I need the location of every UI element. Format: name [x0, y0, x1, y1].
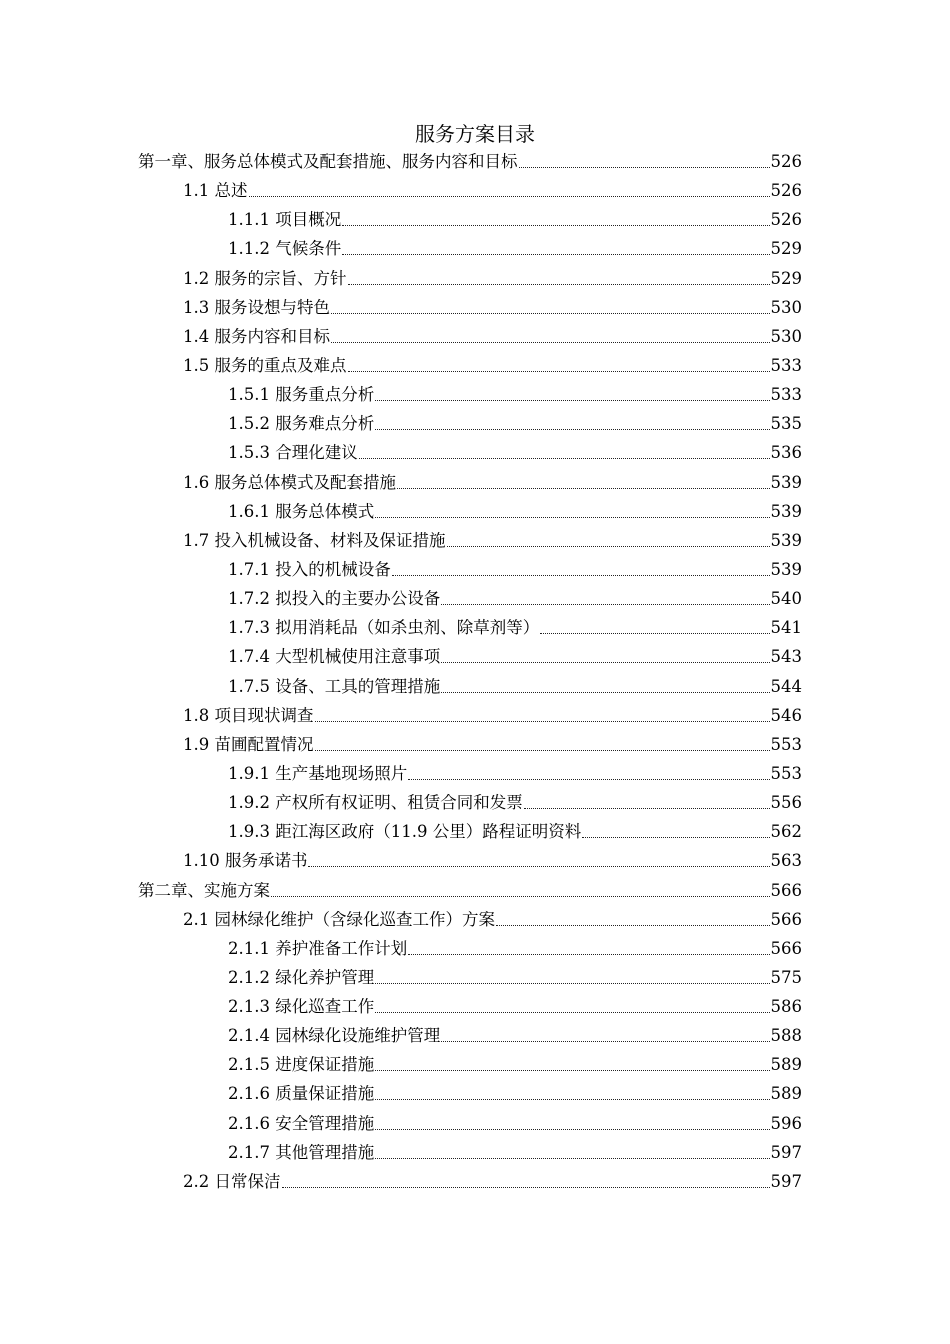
toc-entry[interactable] — [228, 406, 802, 435]
toc-entry-title: 1.5.2 服务难点分析 — [228, 414, 375, 434]
toc-entry[interactable] — [228, 581, 802, 610]
dot-leader — [348, 284, 770, 285]
toc-entry[interactable] — [228, 1135, 802, 1164]
toc-page-number: 566 — [770, 909, 802, 929]
dot-leader — [375, 1129, 769, 1130]
toc-entry[interactable] — [228, 1106, 802, 1135]
toc-entry-title: 2.1.6 质量保证措施 — [228, 1084, 375, 1104]
toc-entry-title: 1.7.2 拟投入的主要办公设备 — [228, 589, 441, 609]
dot-leader — [282, 1187, 770, 1188]
toc-entry-title: 2.1.1 养护准备工作计划 — [228, 938, 408, 958]
toc-entry[interactable] — [228, 1076, 802, 1105]
toc-page-number: 544 — [770, 676, 802, 696]
dot-leader — [342, 254, 769, 255]
toc-entry-title: 1.9 苗圃配置情况 — [183, 734, 314, 754]
toc-entry-title: 1.6.1 服务总体模式 — [228, 501, 375, 521]
toc-entry-title: 2.1.7 其他管理措施 — [228, 1142, 375, 1162]
toc-entry-title: 1.3 服务设想与特色 — [183, 297, 330, 317]
toc-page-number: 526 — [770, 181, 802, 201]
toc-entry-title: 1.9.1 生产基地现场照片 — [228, 763, 408, 783]
toc-page-number: 556 — [770, 793, 802, 813]
toc-page-number: 562 — [770, 822, 802, 842]
toc-page-number: 597 — [770, 1142, 802, 1162]
dot-leader — [408, 779, 769, 780]
toc-entry[interactable] — [183, 290, 802, 319]
toc-page-number: 586 — [770, 997, 802, 1017]
dot-leader — [441, 1041, 769, 1042]
toc-entry[interactable] — [228, 989, 802, 1018]
toc-entry[interactable] — [228, 552, 802, 581]
toc-entry[interactable] — [228, 1047, 802, 1076]
toc-entry[interactable] — [228, 931, 802, 960]
toc-entry-title: 1.7 投入机械设备、材料及保证措施 — [183, 530, 446, 550]
toc-entry[interactable] — [228, 814, 802, 843]
dot-leader — [342, 225, 769, 226]
toc-page-number: 539 — [770, 472, 802, 492]
toc-page-number: 530 — [770, 297, 802, 317]
toc-entry-title: 1.9.3 距江海区政府（11.9 公里）路程证明资料 — [228, 822, 582, 842]
toc-page-number: 539 — [770, 501, 802, 521]
toc-entry-title: 2.1.4 园林绿化设施维护管理 — [228, 1026, 441, 1046]
toc-entry[interactable] — [228, 202, 802, 231]
toc-entry[interactable] — [183, 319, 802, 348]
toc-entry-title: 1.2 服务的宗旨、方针 — [183, 268, 347, 288]
page-title: 服务方案目录 — [415, 122, 535, 146]
toc-page-number: 535 — [770, 414, 802, 434]
toc-entry[interactable] — [228, 639, 802, 668]
toc-entry[interactable] — [183, 843, 802, 872]
dot-leader — [375, 1012, 769, 1013]
toc-entry-title: 1.7.1 投入的机械设备 — [228, 559, 391, 579]
toc-entry[interactable] — [183, 1164, 802, 1193]
toc-entry-title: 2.1.5 进度保证措施 — [228, 1055, 375, 1075]
toc-entry[interactable] — [183, 261, 802, 290]
toc-page-number: 533 — [770, 385, 802, 405]
dot-leader — [524, 808, 770, 809]
toc-page-number: 536 — [770, 443, 802, 463]
dot-leader — [582, 837, 769, 838]
dot-leader — [375, 1158, 769, 1159]
toc-entry-title: 2.1.2 绿化养护管理 — [228, 967, 375, 987]
toc-entry[interactable] — [183, 465, 802, 494]
dot-leader — [315, 721, 770, 722]
toc-entry-title: 2.2 日常保洁 — [183, 1171, 281, 1191]
toc-page-number: 563 — [770, 851, 802, 871]
dot-leader — [271, 896, 770, 897]
dot-leader — [359, 458, 770, 459]
toc-entry-title: 1.1 总述 — [183, 181, 248, 201]
dot-leader — [519, 167, 770, 168]
toc-page-number: 530 — [770, 326, 802, 346]
toc-entry-title: 1.7.4 大型机械使用注意事项 — [228, 647, 441, 667]
toc-entry[interactable] — [183, 727, 802, 756]
toc-entry-title: 第二章、实施方案 — [138, 880, 270, 900]
dot-leader — [447, 546, 770, 547]
toc-page-number: 529 — [770, 268, 802, 288]
toc-entry[interactable] — [228, 377, 802, 406]
toc-page-number: 539 — [770, 530, 802, 550]
toc-entry[interactable] — [138, 873, 802, 902]
toc-page-number: 588 — [770, 1026, 802, 1046]
dot-leader — [308, 866, 769, 867]
toc-page-number: 539 — [770, 559, 802, 579]
dot-leader — [348, 371, 770, 372]
dot-leader — [392, 575, 770, 576]
dot-leader — [408, 954, 769, 955]
toc-entry[interactable] — [228, 669, 802, 698]
toc-page-number: 543 — [770, 647, 802, 667]
dot-leader — [441, 692, 769, 693]
toc-entry[interactable] — [228, 756, 802, 785]
toc-page-number: 546 — [770, 705, 802, 725]
toc-entry[interactable] — [228, 494, 802, 523]
toc-page-number: 566 — [770, 880, 802, 900]
toc-entry-title: 第一章、服务总体模式及配套措施、服务内容和目标 — [138, 152, 518, 171]
dot-leader — [375, 1070, 769, 1071]
toc-page-number: 589 — [770, 1084, 802, 1104]
dot-leader — [331, 313, 770, 314]
dot-leader — [375, 517, 769, 518]
dot-leader — [397, 488, 770, 489]
toc-page-number: 540 — [770, 589, 802, 609]
toc-page-number: 589 — [770, 1055, 802, 1075]
toc-entry-title: 1.8 项目现状调查 — [183, 705, 314, 725]
dot-leader — [249, 196, 770, 197]
dot-leader — [496, 925, 770, 926]
dot-leader — [315, 750, 770, 751]
toc-entry[interactable] — [183, 173, 802, 202]
toc-entry[interactable] — [228, 960, 802, 989]
toc-page-number: 596 — [770, 1113, 802, 1133]
toc-entry[interactable] — [228, 1018, 802, 1047]
toc-entry-title: 2.1 园林绿化维护（含绿化巡查工作）方案 — [183, 909, 495, 929]
toc-entry-title: 1.9.2 产权所有权证明、租赁合同和发票 — [228, 793, 523, 813]
toc-entry-title: 1.5.1 服务重点分析 — [228, 385, 375, 405]
toc-entry-title: 2.1.3 绿化巡查工作 — [228, 997, 375, 1017]
toc-page-number: 553 — [770, 763, 802, 783]
toc-entry-title: 1.4 服务内容和目标 — [183, 326, 330, 346]
toc-entry-title: 1.1.2 气候条件 — [228, 239, 342, 259]
toc-entry-title: 1.5.3 合理化建议 — [228, 443, 358, 463]
toc-entry[interactable] — [183, 348, 802, 377]
dot-leader — [375, 1099, 769, 1100]
dot-leader — [441, 604, 769, 605]
toc-entry[interactable] — [183, 902, 802, 931]
toc-entry[interactable] — [183, 523, 802, 552]
dot-leader — [331, 342, 770, 343]
dot-leader — [540, 633, 769, 634]
toc-page-number: 541 — [770, 618, 802, 638]
toc-entry-title: 1.6 服务总体模式及配套措施 — [183, 472, 396, 492]
dot-leader — [375, 983, 769, 984]
toc-entry[interactable] — [228, 435, 802, 464]
dot-leader — [375, 429, 769, 430]
toc-entry-title: 1.1.1 项目概况 — [228, 210, 342, 230]
toc-entry-title: 1.7.5 设备、工具的管理措施 — [228, 676, 441, 696]
toc-page-number: 566 — [770, 938, 802, 958]
toc-entry-title: 1.10 服务承诺书 — [183, 851, 308, 871]
toc-entry[interactable] — [228, 231, 802, 260]
toc-page-number: 553 — [770, 734, 802, 754]
toc-page-number: 533 — [770, 355, 802, 375]
toc-entry-title: 1.5 服务的重点及难点 — [183, 355, 347, 375]
dot-leader — [441, 662, 769, 663]
toc-entry-title: 2.1.6 安全管理措施 — [228, 1113, 375, 1133]
toc-page-number: 575 — [770, 967, 802, 987]
toc-page-number: 526 — [770, 210, 802, 230]
toc-page-number: 529 — [770, 239, 802, 259]
toc-entry[interactable] — [183, 698, 802, 727]
toc-entry[interactable] — [138, 144, 802, 173]
toc-page-number: 526 — [770, 152, 802, 171]
toc-page-number: 597 — [770, 1171, 802, 1191]
dot-leader — [375, 400, 769, 401]
toc-entry[interactable] — [228, 785, 802, 814]
toc-entry[interactable] — [228, 610, 802, 639]
toc-entry-title: 1.7.3 拟用消耗品（如杀虫剂、除草剂等） — [228, 618, 540, 638]
